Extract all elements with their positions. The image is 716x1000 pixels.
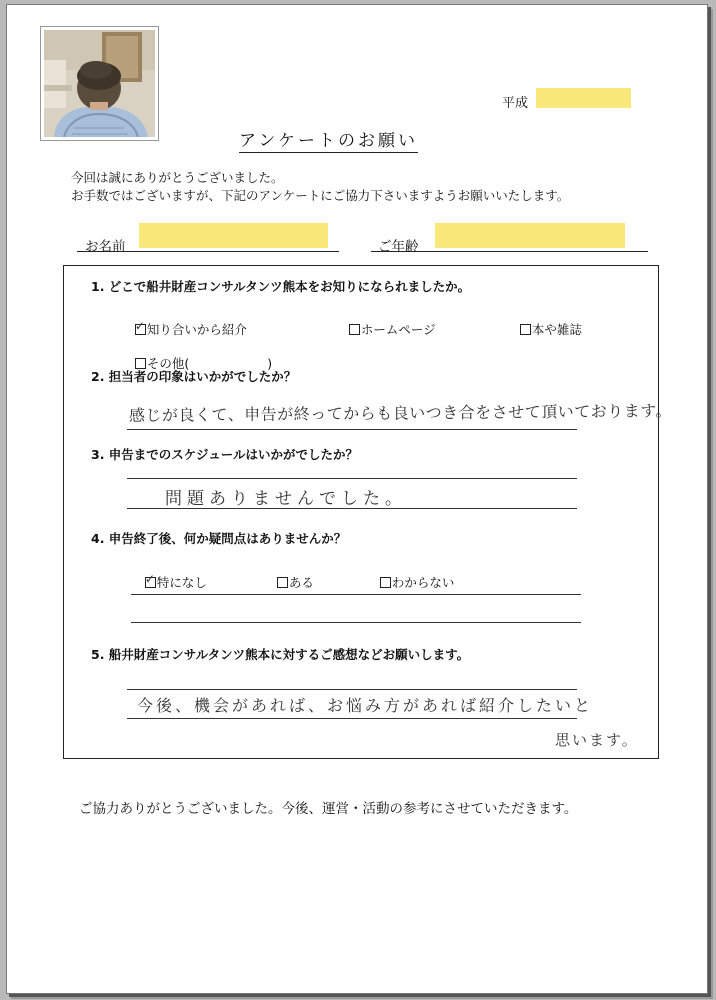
q4-option-yes-label: ある: [288, 575, 314, 590]
q2-answer-line: [127, 429, 577, 430]
q4-answer-line-1: [131, 594, 581, 595]
q4-checkbox-unknown[interactable]: [380, 577, 391, 588]
q5-answer-line-2: [127, 718, 577, 719]
age-underline: [371, 251, 648, 252]
q2-handwritten-answer: 感じが良くて、申告が終ってからも良いつき合をさせて頂いております。: [128, 401, 672, 425]
customer-photo-image: [44, 30, 155, 137]
name-highlight: [139, 223, 328, 248]
footer-thanks: ご協力ありがとうございました。今後、運営・活動の参考にさせていただきます。: [79, 801, 578, 817]
q1-option-referral-label: 知り合いから紹介: [146, 322, 247, 337]
q1-checkbox-referral[interactable]: [134, 319, 146, 335]
q1-option-books-label: 本や雑誌: [531, 322, 582, 337]
q3-handwritten-answer: 問題ありませんでした。: [165, 489, 407, 509]
q4-option-unknown[interactable]: [364, 558, 454, 606]
age-label: ご年齢: [378, 239, 419, 255]
check-mark-icon: ✓: [134, 319, 145, 333]
name-label: お名前: [85, 239, 126, 255]
page-title: アンケートのお願い: [239, 126, 418, 153]
q1-option-other-close: ): [267, 356, 273, 371]
question-1: 1. どこで船井財産コンサルタンツ熊本をお知りになられましたか。: [91, 279, 471, 294]
era-label: 平成: [502, 96, 529, 111]
age-highlight: [435, 223, 625, 248]
intro-text: [71, 169, 569, 205]
question-5: 5. 船井財産コンサルタンツ熊本に対するご感想などお願いします。: [91, 647, 470, 662]
q3-answer-line-2: [127, 508, 577, 509]
question-4: 4. 申告終了後、何か疑問点はありませんか？: [91, 531, 347, 546]
q1-option-homepage[interactable]: [333, 305, 436, 353]
intro-line-1: 今回は誠にありがとうございました。: [71, 170, 284, 185]
date-highlight: [536, 88, 631, 108]
q3-answer-line-1: [127, 478, 577, 479]
q1-option-other-label: その他(: [146, 356, 190, 371]
q4-checkbox-none[interactable]: [144, 572, 156, 588]
q5-handwritten-answer-line-1: 今後、機会があれば、お悩み方があれば紹介したいと: [137, 696, 594, 715]
name-underline: [77, 251, 339, 252]
q4-option-unknown-label: わからない: [391, 575, 455, 590]
question-3: 3. 申告までのスケジュールはいかがでしたか？: [91, 447, 359, 462]
check-mark-icon: ✓: [144, 572, 155, 586]
q4-option-none-label: 特になし: [156, 575, 207, 590]
q1-checkbox-books[interactable]: [520, 324, 531, 335]
q4-option-yes[interactable]: [261, 558, 314, 606]
q5-answer-line-1: [127, 689, 577, 690]
q1-checkbox-homepage[interactable]: [349, 324, 360, 335]
q4-answer-line-2: [131, 622, 581, 623]
intro-line-2: お手数ではございますが、下記のアンケートにご協力下さいますようお願いいたします。: [71, 188, 570, 203]
survey-page: [6, 4, 708, 994]
q4-checkbox-yes[interactable]: [277, 577, 288, 588]
customer-photo: [40, 26, 159, 141]
q5-handwritten-answer-line-2: 思います。: [555, 731, 639, 749]
q1-option-homepage-label: ホームページ: [360, 322, 436, 337]
q1-option-books[interactable]: [504, 305, 582, 353]
q4-option-none[interactable]: [129, 558, 207, 606]
question-2: 2. 担当者の印象はいかがでしたか？: [91, 369, 297, 384]
